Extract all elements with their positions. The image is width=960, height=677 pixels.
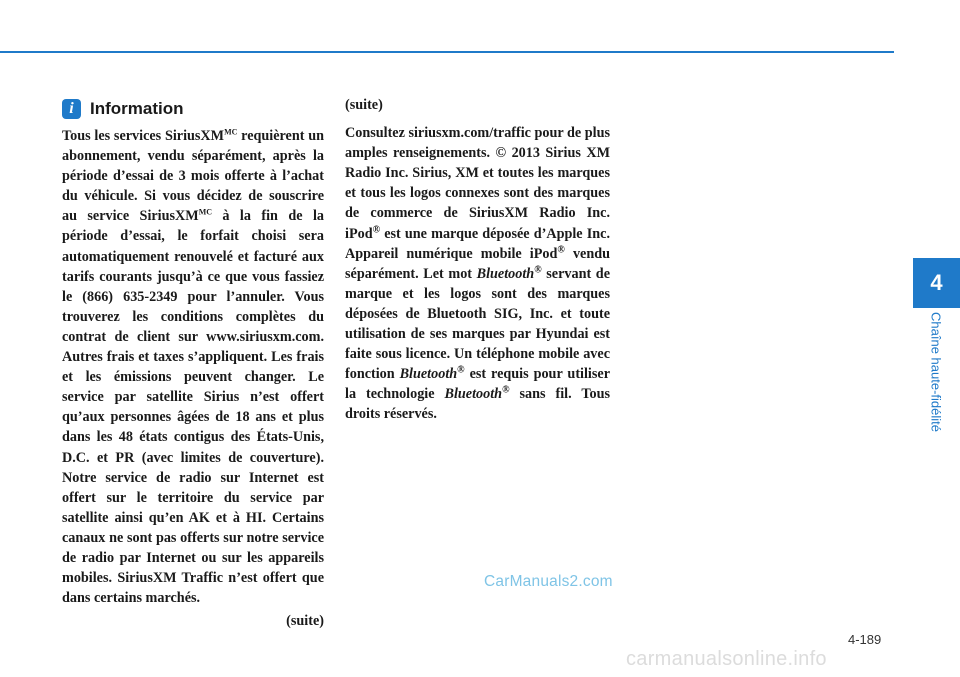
chapter-tab: 4 (913, 258, 960, 308)
registered-mark: ® (502, 384, 510, 396)
registered-mark: ® (457, 364, 465, 376)
information-title: Information (90, 99, 184, 118)
text-run: Tous les services SiriusXM (62, 128, 225, 144)
bluetooth-term: Bluetooth (444, 386, 503, 403)
text-run: est requis pour utiliser la technologie (345, 366, 610, 403)
registered-mark: ® (534, 264, 542, 276)
text-run: à la fin de la période d’essai, le forfait choisi sera automatiquement renouvelé et facturé aux tarifs courants jusqu’à ce que vous fassiez le (866) 635-2349 pour l’annuler. Vous trouverez les conditions complètes du contrat de client sur www.siriusxm.com. Autres frais et taxes s’appliquent. Les frais et les émissions peuvent changer. Le service par satellite Sirius n’est offert qu’aux personnes âgées de 18 ans et plus dans les 48 états contigus des États-Unis, D.C. et PR (avec limites de couverture). Notre service de radio sur Internet est offert sur le territoire du service par satellite ainsi qu’en AK et à HI. Certains canaux ne sont pas offerts sur notre service de radio par Internet ou sur les appareils mobiles. SiriusXM Traffic n’est offert que dans certains marchés. (62, 208, 324, 607)
text-run: Consultez siriusxm.com/traffic pour de plus amples renseignements. © 2013 Sirius XM Radio Inc. Sirius, XM et toutes les marques et tous les logos connexes sont des marques de commerce de SiriusXM Radio Inc. iPod (345, 125, 610, 242)
mc-superscript: MC (198, 207, 213, 217)
bluetooth-term: Bluetooth (399, 366, 458, 383)
right-paragraph (345, 123, 610, 424)
mc-superscript: MC (224, 127, 238, 137)
information-heading (62, 97, 184, 121)
text-run: vendu séparément. Let mot (345, 245, 610, 282)
text-run: servant de marque et les logos sont des marques déposées de Bluetooth SIG, Inc. et toute utilisation de ses marques par Hyundai est faite sous licence. Un téléphone mobile avec fonction (345, 265, 610, 383)
header-rule (0, 51, 894, 53)
chapter-title: Chaîne haute-fidélité (928, 312, 944, 432)
page-number: 4-189 (848, 632, 882, 647)
watermark-logo: CarManuals2.com (484, 573, 613, 590)
text-run: est une marque déposée d’Apple Inc. Appareil numérique mobile iPod (345, 225, 610, 262)
bluetooth-term: Bluetooth (476, 265, 535, 282)
text-run: requièrent un abonnement, vendu séparément, après la période d’essai de 3 mois offerte à l’achat du véhicule. Si vous décidez de souscrire au service SiriusXM (62, 128, 325, 225)
right-column (345, 95, 610, 425)
registered-mark: ® (372, 223, 381, 235)
info-icon: i (62, 99, 81, 119)
registered-mark: ® (557, 243, 565, 255)
footer-watermark: carmanualsonline.info (626, 648, 827, 670)
continued-label: (suite) (286, 613, 324, 630)
text-run: sans fil. Tous droits réservés. (345, 386, 610, 423)
left-column (62, 126, 324, 631)
left-paragraph (62, 126, 324, 608)
continued-label-top: (suite) (345, 97, 383, 113)
